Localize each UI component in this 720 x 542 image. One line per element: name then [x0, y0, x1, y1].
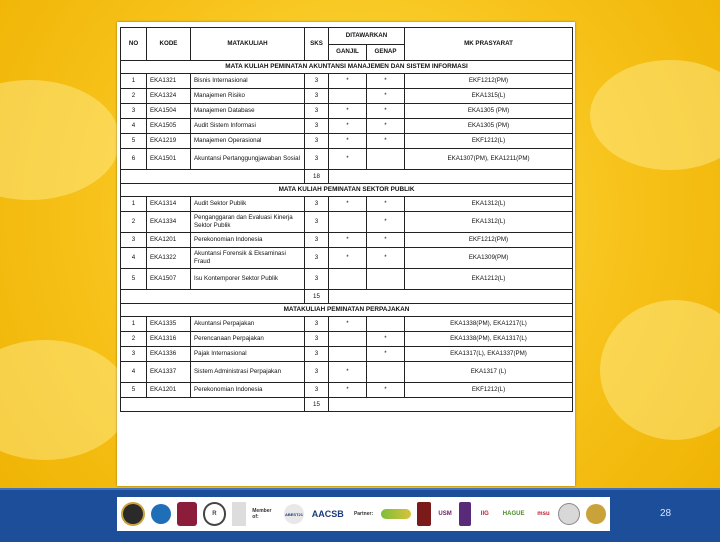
page-number: 28: [660, 508, 672, 519]
cell-genap: *: [367, 347, 405, 362]
table-row: [121, 212, 573, 233]
table-row: [121, 347, 573, 362]
background-petal: [0, 80, 120, 200]
cell-genap: *: [367, 89, 405, 104]
cell-ganjil: [329, 347, 367, 362]
cell-sks: 3: [305, 134, 329, 149]
cell-prasyarat: EKA1307(PM), EKA1211(PM): [405, 149, 573, 170]
cell-ganjil: *: [329, 233, 367, 248]
header-genap: GENAP: [367, 44, 405, 61]
cell-prasyarat: EKA1338(PM), EKA1217(L): [405, 317, 573, 332]
cell-no: 5: [121, 134, 147, 149]
cell-kode: EKA1321: [147, 74, 191, 89]
msu-logo: msu: [537, 511, 550, 517]
cell-genap: *: [367, 134, 405, 149]
table-row: [121, 89, 573, 104]
header-mk-prasyarat: MK PRASYARAT: [405, 28, 573, 61]
certificate-logo: [232, 502, 246, 526]
cell-ganjil: [329, 212, 367, 233]
cell-prasyarat: EKA1317(L), EKA1337(PM): [405, 347, 573, 362]
cell-matakuliah: Bisnis Internasional: [191, 74, 305, 89]
table-row: [121, 383, 573, 398]
cell-ganjil: *: [329, 383, 367, 398]
table-row: [121, 233, 573, 248]
background-petal: [590, 60, 720, 170]
cell-prasyarat: EKF1212(PM): [405, 74, 573, 89]
cell-genap: [367, 362, 405, 383]
header-ditawarkan: DITAWARKAN: [329, 28, 405, 45]
total-spacer: [121, 170, 305, 184]
cell-prasyarat: EKF1212(L): [405, 383, 573, 398]
cell-matakuliah: Penganggaran dan Evaluasi Kinerja Sektor Publik: [191, 212, 305, 233]
cell-kode: EKA1201: [147, 383, 191, 398]
background-petal: [0, 340, 130, 460]
cell-matakuliah: Sistem Administrasi Perpajakan: [191, 362, 305, 383]
table-row: [121, 332, 573, 347]
cell-sks: 3: [305, 233, 329, 248]
table-row: [121, 119, 573, 134]
cell-ganjil: *: [329, 197, 367, 212]
table-row: [121, 362, 573, 383]
cell-ganjil: [329, 269, 367, 290]
cell-sks: 3: [305, 347, 329, 362]
cell-genap: *: [367, 119, 405, 134]
cell-matakuliah: Akuntansi Perpajakan: [191, 317, 305, 332]
cell-ganjil: *: [329, 104, 367, 119]
cell-kode: EKA1505: [147, 119, 191, 134]
red-shield-logo: [177, 502, 197, 526]
cell-matakuliah: Perencanaan Perpajakan: [191, 332, 305, 347]
cell-kode: EKA1507: [147, 269, 191, 290]
cell-matakuliah: Akuntansi Forensik & Eksaminasi Fraud: [191, 248, 305, 269]
cell-kode: EKA1201: [147, 233, 191, 248]
cell-prasyarat: EKA1312(L): [405, 197, 573, 212]
cell-matakuliah: Perekonomian Indonesia: [191, 383, 305, 398]
r-mark-logo: R: [203, 502, 227, 526]
table-row: [121, 248, 573, 269]
total-spacer: [329, 170, 573, 184]
cell-no: 4: [121, 119, 147, 134]
purple-crest-logo: [459, 502, 471, 526]
cell-matakuliah: Manajemen Risiko: [191, 89, 305, 104]
cell-matakuliah: Perekonomian Indonesia: [191, 233, 305, 248]
cell-kode: EKA1336: [147, 347, 191, 362]
section-header-row: [121, 184, 573, 197]
cell-genap: *: [367, 74, 405, 89]
cell-ganjil: [329, 332, 367, 347]
cell-no: 5: [121, 383, 147, 398]
cell-ganjil: *: [329, 248, 367, 269]
cell-ganjil: *: [329, 149, 367, 170]
cell-matakuliah: Manajemen Database: [191, 104, 305, 119]
cell-matakuliah: Isu Kontemporer Sektor Publik: [191, 269, 305, 290]
abest21-text: ABEST21: [284, 511, 303, 517]
partner-label: Partner:: [353, 511, 374, 517]
cell-matakuliah: Pajak Internasional: [191, 347, 305, 362]
cell-matakuliah: Audit Sektor Publik: [191, 197, 305, 212]
cell-genap: [367, 317, 405, 332]
gold-seal-logo: [586, 504, 606, 524]
round-emblem-logo: [558, 503, 580, 525]
total-sks: 15: [305, 398, 329, 412]
cell-no: 4: [121, 248, 147, 269]
header-matakuliah: MATAKULIAH: [191, 28, 305, 61]
partner-logos-strip: [117, 497, 610, 531]
section-title: MATA KULIAH PEMINATAN AKUNTANSI MANAJEMEN DAN SISTEM INFORMASI: [121, 61, 573, 74]
cell-genap: *: [367, 332, 405, 347]
iig-logo: IIG: [480, 511, 489, 517]
cell-sks: 3: [305, 248, 329, 269]
total-spacer: [121, 398, 305, 412]
cell-ganjil: *: [329, 317, 367, 332]
table-row: [121, 149, 573, 170]
cell-prasyarat: EKA1338(PM), EKA1317(L): [405, 332, 573, 347]
cell-matakuliah: Akuntansi Pertanggungjawaban Sosial: [191, 149, 305, 170]
aacsb-logo: AACSB: [311, 509, 344, 519]
cell-genap: *: [367, 212, 405, 233]
cell-kode: EKA1335: [147, 317, 191, 332]
cell-ganjil: *: [329, 362, 367, 383]
cell-sks: 3: [305, 74, 329, 89]
background-petal: [600, 300, 720, 440]
course-table-document: [117, 22, 575, 486]
cell-genap: *: [367, 248, 405, 269]
cell-prasyarat: EKF1212(L): [405, 134, 573, 149]
section-title: MATA KULIAH PEMINATAN SEKTOR PUBLIK: [121, 184, 573, 197]
table-row: [121, 104, 573, 119]
cell-no: 1: [121, 317, 147, 332]
usm-logo: USM: [438, 511, 452, 517]
green-partner-logo: [381, 509, 411, 519]
cell-ganjil: *: [329, 119, 367, 134]
header-sks: SKS: [305, 28, 329, 61]
cell-matakuliah: Manajemen Operasional: [191, 134, 305, 149]
cell-ganjil: *: [329, 134, 367, 149]
cell-matakuliah: Audit Sistem Informasi: [191, 119, 305, 134]
table-body: [121, 61, 573, 412]
table-row: [121, 269, 573, 290]
member-of-label: Member of:: [252, 508, 272, 520]
cell-no: 3: [121, 104, 147, 119]
total-sks: 18: [305, 170, 329, 184]
total-row: [121, 170, 573, 184]
cell-kode: EKA1337: [147, 362, 191, 383]
cell-genap: [367, 269, 405, 290]
total-sks: 15: [305, 290, 329, 304]
cell-no: 3: [121, 347, 147, 362]
table-row: [121, 197, 573, 212]
cell-genap: *: [367, 383, 405, 398]
table-row: [121, 74, 573, 89]
cell-no: 2: [121, 212, 147, 233]
cell-no: 1: [121, 74, 147, 89]
cell-no: 3: [121, 233, 147, 248]
cell-prasyarat: EKA1305 (PM): [405, 104, 573, 119]
total-row: [121, 398, 573, 412]
hague-logo: HAGUE: [502, 511, 525, 517]
cell-prasyarat: EKA1305 (PM): [405, 119, 573, 134]
blue-ring-logo: [151, 504, 171, 524]
table-row: [121, 134, 573, 149]
cell-genap: *: [367, 233, 405, 248]
total-spacer: [329, 290, 573, 304]
table-row: [121, 317, 573, 332]
cell-sks: 3: [305, 383, 329, 398]
section-header-row: [121, 304, 573, 317]
course-table: [120, 27, 573, 412]
cell-kode: EKA1501: [147, 149, 191, 170]
cell-genap: *: [367, 197, 405, 212]
cell-sks: 3: [305, 119, 329, 134]
cell-no: 2: [121, 89, 147, 104]
cell-ganjil: [329, 89, 367, 104]
cell-no: 2: [121, 332, 147, 347]
cell-sks: 3: [305, 149, 329, 170]
header-no: NO: [121, 28, 147, 61]
cell-sks: 3: [305, 317, 329, 332]
total-spacer: [121, 290, 305, 304]
header-ganjil: GANJIL: [329, 44, 367, 61]
cell-kode: EKA1504: [147, 104, 191, 119]
cell-kode: EKA1316: [147, 332, 191, 347]
cell-kode: EKA1219: [147, 134, 191, 149]
cell-sks: 3: [305, 362, 329, 383]
cell-no: 1: [121, 197, 147, 212]
cell-prasyarat: EKA1317 (L): [405, 362, 573, 383]
cell-no: 6: [121, 149, 147, 170]
cell-kode: EKA1324: [147, 89, 191, 104]
cell-sks: 3: [305, 332, 329, 347]
cell-ganjil: *: [329, 74, 367, 89]
university-seal-logo: [121, 502, 145, 526]
cell-sks: 3: [305, 89, 329, 104]
cell-kode: EKA1334: [147, 212, 191, 233]
cell-genap: *: [367, 104, 405, 119]
cell-prasyarat: EKF1212(PM): [405, 233, 573, 248]
header-kode: KODE: [147, 28, 191, 61]
cell-kode: EKA1322: [147, 248, 191, 269]
cell-sks: 3: [305, 212, 329, 233]
total-row: [121, 290, 573, 304]
cell-sks: 3: [305, 197, 329, 212]
cell-sks: 3: [305, 104, 329, 119]
cell-kode: EKA1314: [147, 197, 191, 212]
abest21-logo: [284, 504, 304, 524]
section-title: MATAKULIAH PEMINATAN PERPAJAKAN: [121, 304, 573, 317]
cell-no: 4: [121, 362, 147, 383]
cell-prasyarat: EKA1309(PM): [405, 248, 573, 269]
total-spacer: [329, 398, 573, 412]
cell-prasyarat: EKA1312(L): [405, 212, 573, 233]
cell-sks: 3: [305, 269, 329, 290]
section-header-row: [121, 61, 573, 74]
cell-genap: [367, 149, 405, 170]
crest-logo: [417, 502, 431, 526]
cell-prasyarat: EKA1315(L): [405, 89, 573, 104]
cell-no: 5: [121, 269, 147, 290]
cell-prasyarat: EKA1212(L): [405, 269, 573, 290]
